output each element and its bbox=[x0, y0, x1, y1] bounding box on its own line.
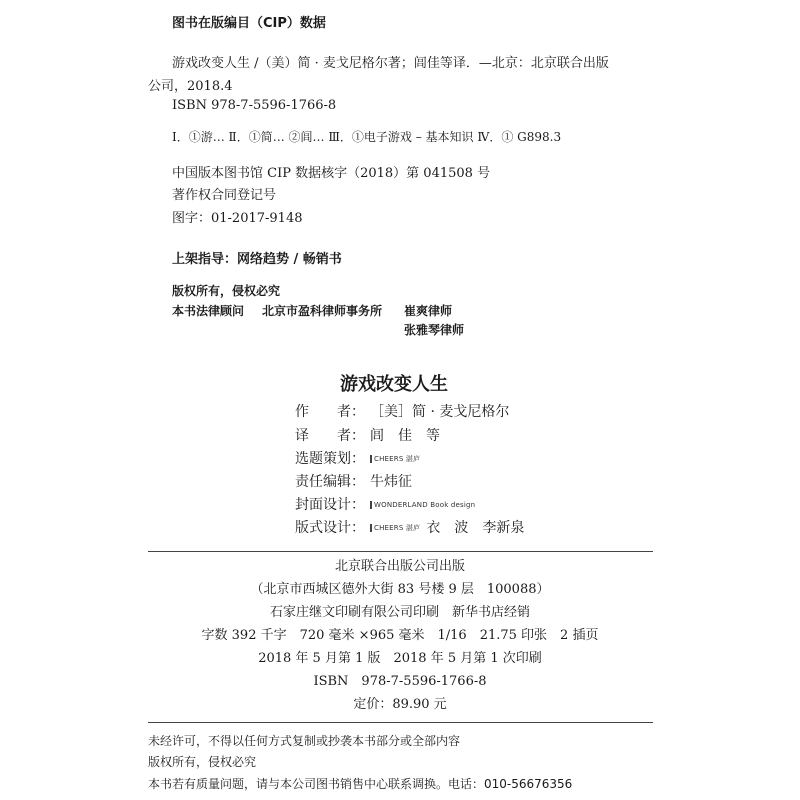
shelving-guide: 上架指导：网络趋势 / 畅销书 bbox=[172, 252, 342, 267]
book-title: 游戏改变人生 bbox=[340, 374, 448, 395]
lawyer-cui: 崔爽律师 bbox=[404, 304, 453, 318]
lawyer-zhang: 张雅琴律师 bbox=[404, 323, 465, 337]
printer-line: 石家庄继文印刷有限公司印刷 新华书店经销 bbox=[269, 605, 530, 620]
tuzi-number: 图字：01-2017-9148 bbox=[172, 211, 303, 226]
law-firm: 北京市盈科律师事务所 bbox=[262, 304, 383, 318]
credit-planning: 选题策划： CHEERS 湛庐 bbox=[295, 451, 421, 467]
edition-line: 2018 年 5 月第 1 版 2018 年 5 月第 1 次印刷 bbox=[258, 651, 542, 666]
publisher-name: 北京联合出版公司出版 bbox=[334, 559, 465, 574]
cip-classification: Ⅰ．①游… Ⅱ．①简… ②闾… Ⅲ．①电子游戏 – 基本知识 Ⅳ．① G898.3 bbox=[172, 130, 562, 144]
cheers-logo: CHEERS 湛庐 bbox=[370, 524, 420, 532]
copyright-registration: 著作权合同登记号 bbox=[172, 188, 277, 203]
publisher-isbn: ISBN 978-7-5596-1766-8 bbox=[313, 674, 487, 689]
cip-verify-number: 中国版本图书馆 CIP 数据核字（2018）第 041508 号 bbox=[172, 166, 491, 181]
legal-counsel-label: 本书法律顾问 bbox=[172, 304, 245, 318]
credit-cover-design: 封面设计： WONDERLAND Book design bbox=[295, 497, 476, 513]
rights-notice: 版权所有，侵权必究 bbox=[172, 284, 281, 298]
credit-author: 作 者： ［美］简 · 麦戈尼格尔 bbox=[295, 404, 510, 420]
credit-editor: 责任编辑： 牛炜征 bbox=[295, 474, 412, 490]
publisher-address: （北京市西城区德外大街 83 号楼 9 层 100088） bbox=[250, 582, 550, 597]
cip-isbn: ISBN 978-7-5596-1766-8 bbox=[172, 98, 337, 113]
cheers-logo: CHEERS 湛庐 bbox=[370, 455, 420, 463]
footer-notice-copy: 未经许可，不得以任何方式复制或抄袭本书部分或全部内容 bbox=[148, 734, 461, 748]
footer-notice-quality: 本书若有质量问题，请与本公司图书销售中心联系调换。电话：010-56676356 bbox=[148, 777, 573, 791]
divider-top bbox=[148, 551, 653, 552]
footer-notice-rights: 版权所有，侵权必究 bbox=[148, 755, 257, 769]
book-specs: 字数 392 千字 720 毫米 ×965 毫米 1/16 21.75 印张 2 插页 bbox=[201, 628, 599, 643]
divider-bottom bbox=[148, 722, 653, 723]
credit-layout-design: 版式设计： CHEERS 湛庐 衣 波 李新泉 bbox=[295, 520, 525, 536]
wonderland-logo: WONDERLAND Book design bbox=[370, 501, 475, 509]
credit-translator: 译 者： 闾 佳 等 bbox=[295, 428, 440, 444]
price: 定价：89.90 元 bbox=[353, 697, 447, 712]
cip-entry-line2: 公司，2018.4 bbox=[148, 79, 233, 94]
cip-heading: 图书在版编目（CIP）数据 bbox=[172, 16, 326, 31]
cip-entry-line1: 游戏改变人生 /（美）简 · 麦戈尼格尔著；闾佳等译．—北京：北京联合出版 bbox=[172, 56, 609, 71]
